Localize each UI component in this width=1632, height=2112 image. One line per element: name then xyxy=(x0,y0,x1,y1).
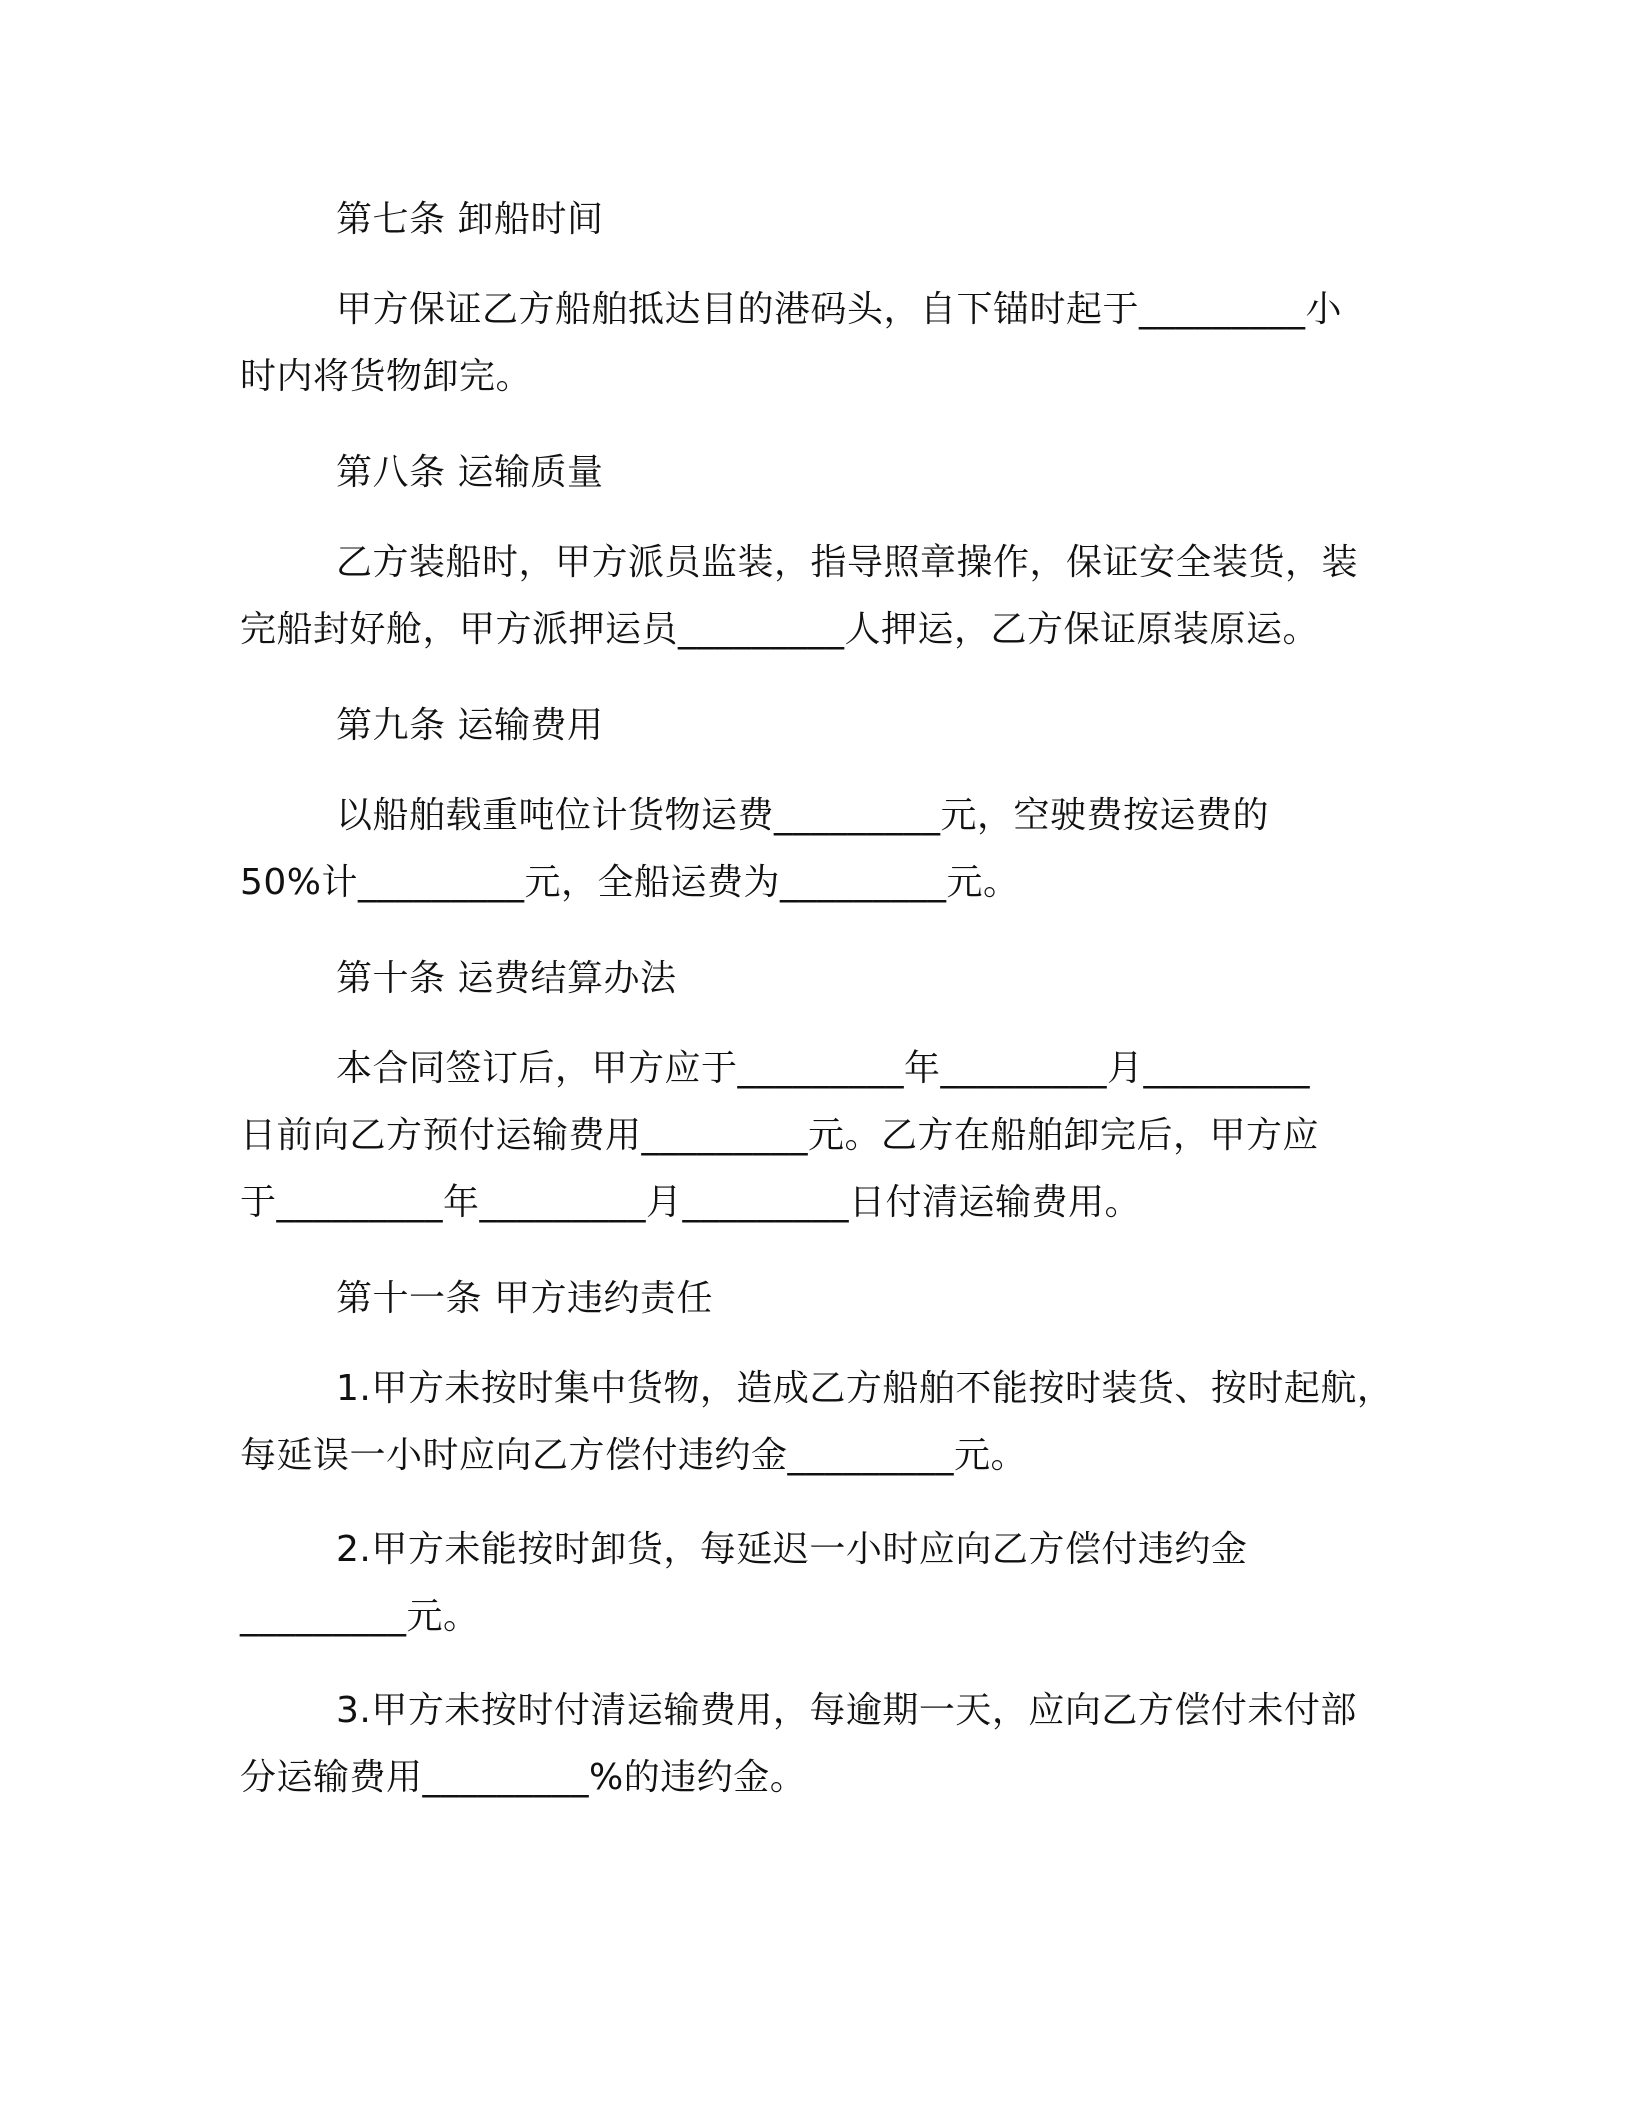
article-9-body-line-1: 以船舶载重吨位计货物运费_________元，空驶费按运费的 xyxy=(336,795,1270,836)
article-10-body-line-1: 本合同签订后，甲方应于_________年_________月_________ xyxy=(336,1048,1311,1089)
article-11-item-1-line-2: 每延误一小时应向乙方偿付违约金_________元。 xyxy=(240,1435,1028,1476)
article-9-heading: 第九条 运输费用 xyxy=(336,705,604,746)
article-10-body-line-2: 日前向乙方预付运输费用_________元。乙方在船舶卸完后，甲方应 xyxy=(240,1115,1320,1156)
article-11-item-1-line-1: 1.甲方未按时集中货物，造成乙方船舶不能按时装货、按时起航， xyxy=(336,1368,1394,1409)
article-8-heading: 第八条 运输质量 xyxy=(336,452,604,493)
article-11-item-3-line-1: 3.甲方未按时付清运输费用，每逾期一天，应向乙方偿付未付部 xyxy=(336,1690,1357,1731)
article-10-body-line-3: 于_________年_________月_________日付清运输费用。 xyxy=(240,1182,1142,1223)
article-11-heading: 第十一条 甲方违约责任 xyxy=(336,1278,713,1319)
article-7-body-line-2: 时内将货物卸完。 xyxy=(240,356,533,397)
article-11-item-3-line-2: 分运输费用_________%的违约金。 xyxy=(240,1757,807,1798)
article-8-body-line-2: 完船封好舱，甲方派押运员_________人押运，乙方保证原装原运。 xyxy=(240,609,1320,650)
article-10-heading: 第十条 运费结算办法 xyxy=(336,958,677,999)
article-9-body-line-2: 50%计_________元，全船运费为_________元。 xyxy=(240,862,1020,903)
article-11-item-2-line-2: _________元。 xyxy=(240,1596,480,1637)
article-7-body-line-1: 甲方保证乙方船舶抵达目的港码头，自下锚时起于_________小 xyxy=(336,289,1343,330)
article-11-item-2-line-1: 2.甲方未能按时卸货，每延迟一小时应向乙方偿付违约金 xyxy=(336,1529,1248,1570)
article-8-body-line-1: 乙方装船时，甲方派员监装，指导照章操作，保证安全装货，装 xyxy=(336,542,1359,583)
article-7-heading: 第七条 卸船时间 xyxy=(336,199,604,240)
